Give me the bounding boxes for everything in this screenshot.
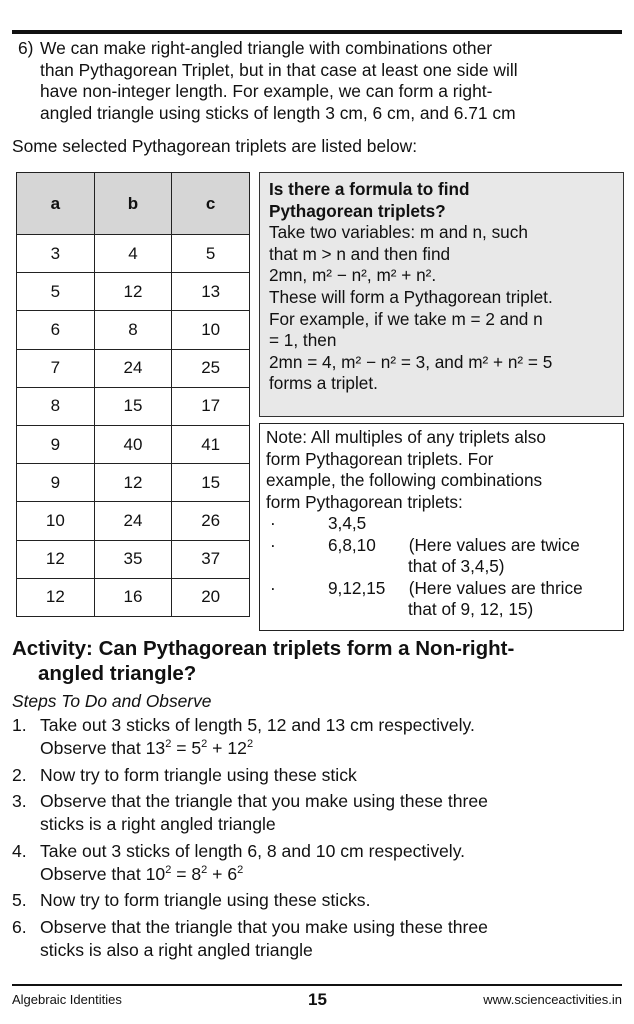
equation-base: 12 <box>227 738 247 758</box>
cell-a: 9 <box>17 425 95 463</box>
formula-title-line: Pythagorean triplets? <box>269 200 446 221</box>
header-b: b <box>94 173 172 235</box>
formula-title-line: Is there a formula to find <box>269 179 470 199</box>
activity-title <box>12 636 624 686</box>
table-row <box>17 502 250 540</box>
cell-c: 41 <box>172 425 250 463</box>
bullet-comment: (Here values are twice <box>408 534 580 555</box>
formula-line: 2mn, m² − n², m² + n². <box>269 265 437 286</box>
note-line: form Pythagorean triplets. For <box>266 448 494 469</box>
step-item <box>12 916 624 962</box>
cell-c: 37 <box>172 540 250 578</box>
cell-b: 16 <box>94 578 172 616</box>
exponent: 2 <box>246 738 254 750</box>
cell-b: 8 <box>94 311 172 349</box>
footer-website: www.scienceactivities.in <box>483 992 622 1007</box>
bullet-marker: · <box>270 513 276 533</box>
bullet-triplet: 6,8,10 <box>328 534 376 555</box>
cell-a: 6 <box>17 311 95 349</box>
table-header-row <box>17 173 250 235</box>
cell-a: 3 <box>17 235 95 273</box>
step-item <box>12 764 624 787</box>
step-equation <box>40 737 624 760</box>
cell-c: 20 <box>172 578 250 616</box>
footer-book-title: Algebraic Identities <box>12 992 122 1007</box>
point-6 <box>12 38 624 124</box>
activity-title-line: angled triangle? <box>38 662 197 685</box>
note-bullet <box>266 513 617 535</box>
bullet-comment-cont: that of 3,4,5) <box>408 556 505 576</box>
cell-c: 26 <box>172 502 250 540</box>
cell-a: 12 <box>17 578 95 616</box>
formula-line: 2mn = 4, m² − n² = 3, and m² + n² = 5 <box>269 351 553 372</box>
step-line: Take out 3 sticks of length 5, 12 and 13 cm respectively. <box>40 715 475 735</box>
table-row <box>17 235 250 273</box>
bullet-comment-cont: that of 9, 12, 15) <box>408 599 534 619</box>
equation-base: 8 <box>191 863 202 884</box>
cell-a: 9 <box>17 464 95 502</box>
cell-c: 15 <box>172 464 250 502</box>
formula-line: For example, if we take m = 2 and n <box>269 308 543 329</box>
cell-b: 15 <box>94 387 172 425</box>
step-equation <box>40 863 624 886</box>
bullet-comment: (Here values are thrice <box>408 577 583 598</box>
cell-c: 10 <box>172 311 250 349</box>
formula-line: that m > n and then find <box>269 243 451 264</box>
activity-title-line: Activity: Can Pythagorean triplets form a Non-right- <box>12 637 515 660</box>
step-number: 4. <box>12 840 27 861</box>
step-line: Observe that the triangle that you make using these three <box>40 791 488 811</box>
cell-a: 10 <box>17 502 95 540</box>
note-line: example, the following combinations <box>266 470 543 490</box>
formula-line: forms a triplet. <box>269 373 378 394</box>
step-item <box>12 790 624 836</box>
triplets-table <box>16 172 250 617</box>
note-line: form Pythagorean triplets: <box>266 491 463 512</box>
step-number: 3. <box>12 791 27 811</box>
step-line: sticks is a right angled triangle <box>40 814 276 834</box>
point-line: have non-integer length. For example, we can form a right- <box>40 81 493 101</box>
cell-a: 5 <box>17 273 95 311</box>
top-rule <box>12 30 622 34</box>
table-row <box>17 387 250 425</box>
step-item <box>12 714 624 760</box>
equation-prefix: Observe that 10 <box>40 863 166 884</box>
point-number: 6) <box>18 38 34 58</box>
equation-prefix: Observe that 13 <box>40 738 166 758</box>
note-box <box>259 423 624 631</box>
step-item <box>12 889 624 912</box>
step-item <box>12 840 624 886</box>
table-row <box>17 349 250 387</box>
exponent: 2 <box>201 738 208 750</box>
cell-b: 24 <box>94 502 172 540</box>
bullet-triplet: 9,12,15 <box>328 577 386 598</box>
page-number: 15 <box>308 990 327 1009</box>
point-line: angled triangle using sticks of length 3 cm, 6 cm, and 6.71 cm <box>40 102 516 123</box>
step-number: 2. <box>12 764 27 785</box>
step-number: 6. <box>12 916 27 937</box>
bullet-marker: · <box>270 534 276 555</box>
header-a: a <box>17 173 95 235</box>
note-line: Note: All multiples of any triplets also <box>266 427 546 447</box>
note-bullet <box>266 535 617 557</box>
steps-heading: Steps To Do and Observe <box>12 691 212 711</box>
bullet-marker: · <box>270 577 276 598</box>
point-line: We can make right-angled triangle with combinations other <box>40 38 493 58</box>
cell-a: 8 <box>17 387 95 425</box>
point-line: than Pythagorean Triplet, but in that case at least one side will <box>40 59 518 80</box>
table-row <box>17 578 250 616</box>
table-row <box>17 273 250 311</box>
bullet-triplet: 3,4,5 <box>328 513 367 533</box>
bottom-rule <box>12 984 622 986</box>
exponent: 2 <box>165 863 172 876</box>
cell-b: 4 <box>94 235 172 273</box>
step-line: Observe that the triangle that you make using these three <box>40 916 488 937</box>
header-c: c <box>172 173 250 235</box>
cell-a: 7 <box>17 349 95 387</box>
step-line: Now try to form triangle using these sticks. <box>40 890 371 910</box>
cell-c: 5 <box>172 235 250 273</box>
equation-base: 5 <box>191 738 202 758</box>
cell-b: 35 <box>94 540 172 578</box>
exponent: 2 <box>201 863 208 876</box>
steps-list <box>12 714 624 965</box>
step-line: sticks is also a right angled triangle <box>40 939 313 960</box>
exponent: 2 <box>165 738 172 750</box>
table-row <box>17 425 250 463</box>
step-number: 1. <box>12 715 27 735</box>
formula-line: = 1, then <box>269 330 337 351</box>
triplets-intro: Some selected Pythagorean triplets are listed below: <box>12 136 418 156</box>
plus-sign: + <box>207 738 228 758</box>
cell-b: 12 <box>94 464 172 502</box>
table-row <box>17 464 250 502</box>
cell-a: 12 <box>17 540 95 578</box>
formula-box <box>259 172 624 417</box>
formula-line: Take two variables: m and n, such <box>269 222 528 243</box>
step-line: Take out 3 sticks of length 6, 8 and 10 cm respectively. <box>40 840 466 861</box>
cell-b: 24 <box>94 349 172 387</box>
formula-line: These will form a Pythagorean triplet. <box>269 286 553 307</box>
table-row <box>17 540 250 578</box>
plus-sign: + <box>207 863 228 884</box>
cell-c: 25 <box>172 349 250 387</box>
cell-c: 13 <box>172 273 250 311</box>
equals-sign: = <box>171 863 192 884</box>
table-row <box>17 311 250 349</box>
equation-base: 6 <box>227 863 238 884</box>
step-number: 5. <box>12 890 27 910</box>
step-line: Now try to form triangle using these stick <box>40 764 357 785</box>
cell-b: 12 <box>94 273 172 311</box>
equals-sign: = <box>171 738 192 758</box>
cell-c: 17 <box>172 387 250 425</box>
cell-b: 40 <box>94 425 172 463</box>
note-bullet <box>266 578 617 600</box>
exponent: 2 <box>237 863 244 876</box>
